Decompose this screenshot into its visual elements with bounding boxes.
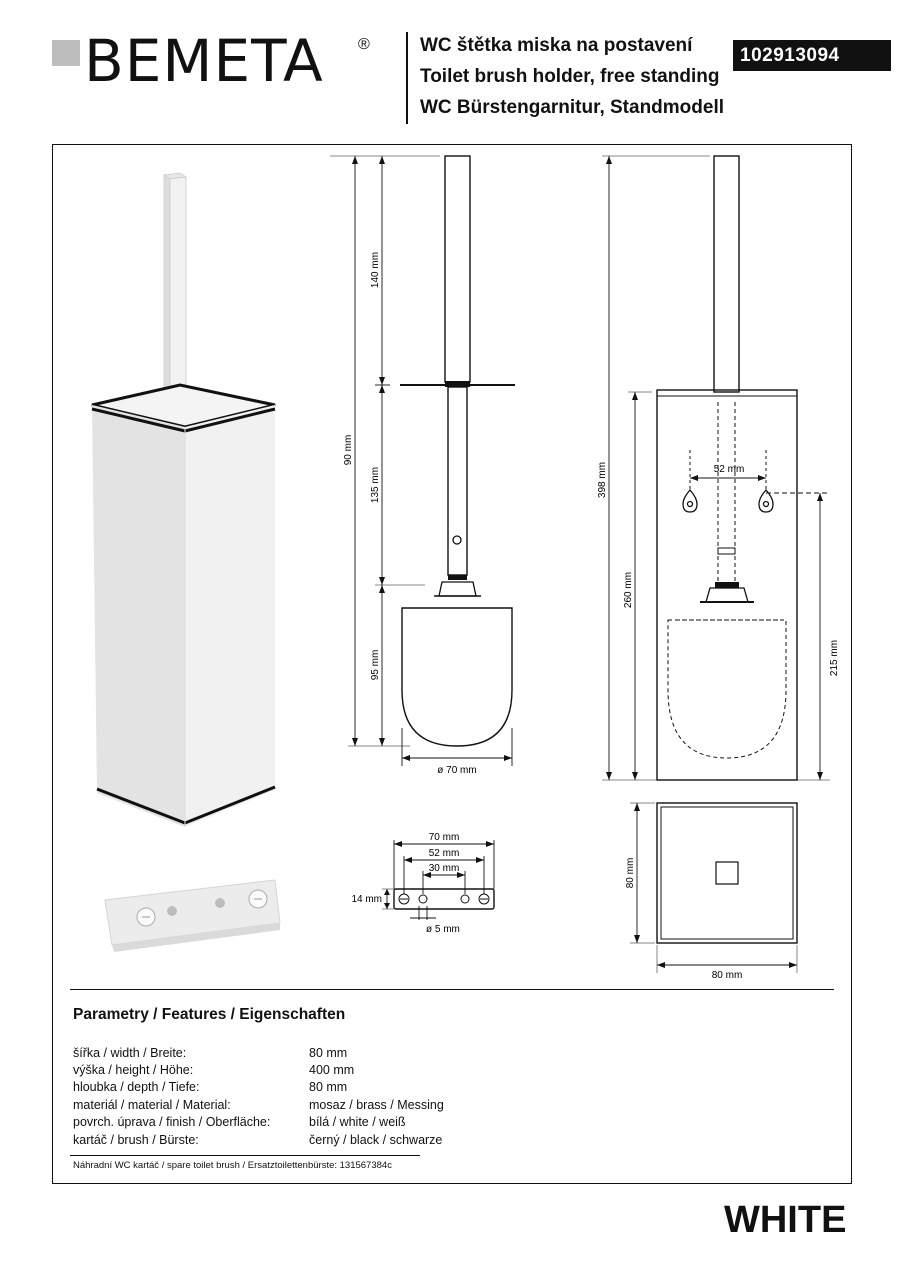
spare-divider: [70, 1155, 420, 1156]
dim-plate-14: 14 mm: [351, 894, 382, 905]
features-divider: [70, 989, 834, 990]
dim-top-80-w: 80 mm: [711, 970, 743, 981]
dim-52-top: 52 mm: [713, 464, 745, 475]
feature-label: materiál / material / Material:: [73, 1098, 231, 1112]
dim-95: 95 mm: [370, 649, 381, 681]
feature-label: hloubka / depth / Tiefe:: [73, 1080, 200, 1094]
logo-mark: [52, 40, 80, 66]
dim-plate-30: 30 mm: [428, 863, 460, 874]
plate-drawing: [340, 828, 520, 938]
feature-label: výška / height / Höhe:: [73, 1063, 194, 1077]
feature-value: 80 mm: [309, 1046, 348, 1060]
feature-value: mosaz / brass / Messing: [309, 1098, 444, 1112]
title-de: WC Bürstengarnitur, Standmodell: [420, 97, 725, 118]
dim-140: 140 mm: [370, 251, 381, 289]
feature-value: černý / black / schwarze: [309, 1133, 443, 1147]
dim-398: 398 mm: [597, 461, 608, 499]
dim-215: 215 mm: [829, 639, 840, 677]
dim-plate-70: 70 mm: [428, 832, 460, 843]
dim-135: 135 mm: [370, 466, 381, 504]
dim-90: 90 mm: [343, 434, 354, 466]
feature-value: 80 mm: [309, 1080, 348, 1094]
header-divider: [406, 32, 408, 124]
spare-part-note: Náhradní WC kartáč / spare toilet brush / Ersatztoilettenbürste: 131567384c: [73, 1160, 392, 1171]
title-cz: WC štětka miska na postavení: [420, 35, 693, 56]
feature-label: kartáč / brush / Bürste:: [73, 1133, 199, 1147]
features-title: Parametry / Features / Eigenschaften: [73, 1006, 346, 1023]
feature-value: 400 mm: [309, 1063, 355, 1077]
dim-top-80-h: 80 mm: [625, 857, 636, 889]
feature-value: bílá / white / weiß: [309, 1115, 406, 1129]
dim-dia70: ø 70 mm: [437, 765, 477, 776]
dim-plate-52: 52 mm: [428, 848, 460, 859]
brush-drawing: [330, 150, 540, 780]
top-view-drawing: [605, 795, 815, 985]
finish-label: WHITE: [724, 1199, 847, 1241]
holder-drawing: [590, 150, 850, 790]
product-render: [80, 165, 290, 965]
registered-mark: ®: [358, 36, 370, 53]
feature-label: povrch. úprava / finish / Oberfläche:: [73, 1115, 271, 1129]
feature-label: šířka / width / Breite:: [73, 1046, 187, 1060]
product-titles: [420, 30, 724, 123]
dim-plate-dia5: ø 5 mm: [426, 924, 460, 935]
brand-logo: BEMETA: [84, 27, 324, 95]
title-en: Toilet brush holder, free standing: [420, 66, 720, 87]
dim-260: 260 mm: [623, 571, 634, 609]
product-code: 102913094: [733, 40, 891, 71]
